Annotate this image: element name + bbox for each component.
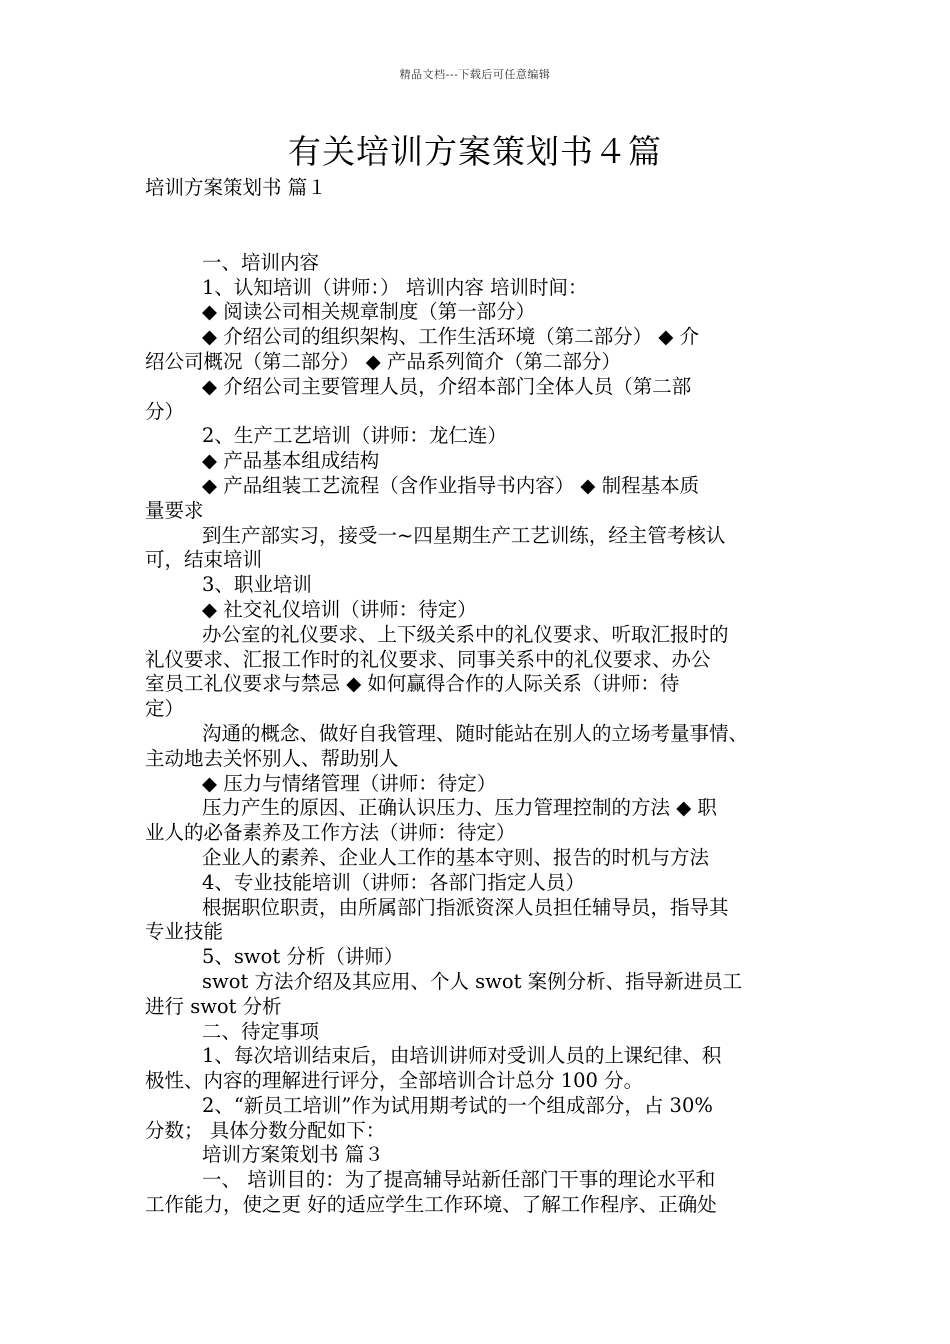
paragraph-line: 专业技能 [145,920,224,944]
paragraph-line: swot 方法介绍及其应用、个人 swot 案例分析、指导新进员工 [202,969,743,993]
paragraph-line: 2、生产工艺培训（讲师：龙仁连） [202,424,507,448]
paragraph-line: 主动地去关怀别人、帮助别人 [145,746,399,770]
paragraph-line: 进行 swot 分析 [145,994,282,1018]
paragraph-line: 3、职业培训 [202,573,312,597]
spacer [145,201,820,251]
document-body [145,176,820,1218]
paragraph-line: 办公室的礼仪要求、上下级关系中的礼仪要求、听取汇报时的 [202,622,729,646]
paragraph-line: ◆ 社交礼仪培训（讲师：待定） [202,597,477,621]
paragraph-line: 沟通的概念、做好自我管理、随时能站在别人的立场考量事情、 [202,721,749,745]
paragraph-line: 业人的必备素养及工作方法（讲师：待定） [145,821,516,845]
paragraph-line: 2、“新员工培训”作为试用期考试的一个组成部分，占 30% [202,1093,713,1117]
paragraph-line: 一、培训内容 [202,250,320,274]
section-heading: 培训方案策划书 篇３ [202,1143,384,1167]
paragraph-line: 礼仪要求、汇报工作时的礼仪要求、同事关系中的礼仪要求、办公 [145,647,711,671]
paragraph-line: 到生产部实习，接受一~四星期生产工艺训练，经主管考核认 [202,523,726,547]
paragraph-line: 量要求 [145,498,204,522]
paragraph-line: 工作能力，使之更 好的适应学生工作环境、了解工作程序、正确处 [145,1193,717,1217]
paragraph-line: 企业人的素养、企业人工作的基本守则、报告的时机与方法 [202,845,710,869]
section-heading: 培训方案策划书 篇１ [145,176,327,199]
paragraph-line: 5、swot 分析（讲师） [202,945,404,969]
paragraph-line: 压力产生的原因、正确认识压力、压力管理控制的方法 ◆ 职 [202,796,717,820]
page-header: 精品文档---下载后可任意编辑 [399,68,551,81]
paragraph-line: ◆ 介绍公司的组织架构、工作生活环境（第二部分） ◆ 介 [202,325,700,349]
paragraph-line: ◆ 产品组装工艺流程（含作业指导书内容） ◆ 制程基本质 [202,473,700,497]
paragraph-line: 可，结束培训 [145,548,263,572]
paragraph-line: 室员工礼仪要求与禁忌 ◆ 如何赢得合作的人际关系（讲师：待 [145,672,680,696]
paragraph-line: ◆ 产品基本组成结构 [202,449,380,473]
paragraph-line: 根据职位职责，由所属部门指派资深人员担任辅导员，指导其 [202,895,729,919]
paragraph-line: 分） [145,399,185,423]
paragraph-line: 一、 培训目的：为了提高辅导站新任部门干事的理论水平和 [202,1168,716,1192]
paragraph-line: 绍公司概况（第二部分） ◆ 产品系列简介（第二部分） [145,349,621,373]
paragraph-line: 1、每次培训结束后，由培训讲师对受训人员的上课纪律、积 [202,1044,722,1068]
paragraph-line: 二、待定事项 [202,1019,320,1043]
paragraph-line: ◆ 阅读公司相关规章制度（第一部分） [202,300,536,324]
paragraph-line: 极性、内容的理解进行评分，全部培训合计总分 100 分。 [145,1069,644,1093]
paragraph-line: 4、专业技能培训（讲师：各部门指定人员） [202,870,585,894]
paragraph-line: 1、认知培训（讲师：） 培训内容 培训时间： [202,275,588,299]
paragraph-line: 定） [145,697,185,721]
document-title: 有关培训方案策划书４篇 [288,132,662,171]
paragraph-line: ◆ 介绍公司主要管理人员，介绍本部门全体人员（第二部 [202,374,692,398]
paragraph-line: 分数； 具体分数分配如下： [145,1118,386,1142]
paragraph-line: ◆ 压力与情绪管理（讲师：待定） [202,771,497,795]
